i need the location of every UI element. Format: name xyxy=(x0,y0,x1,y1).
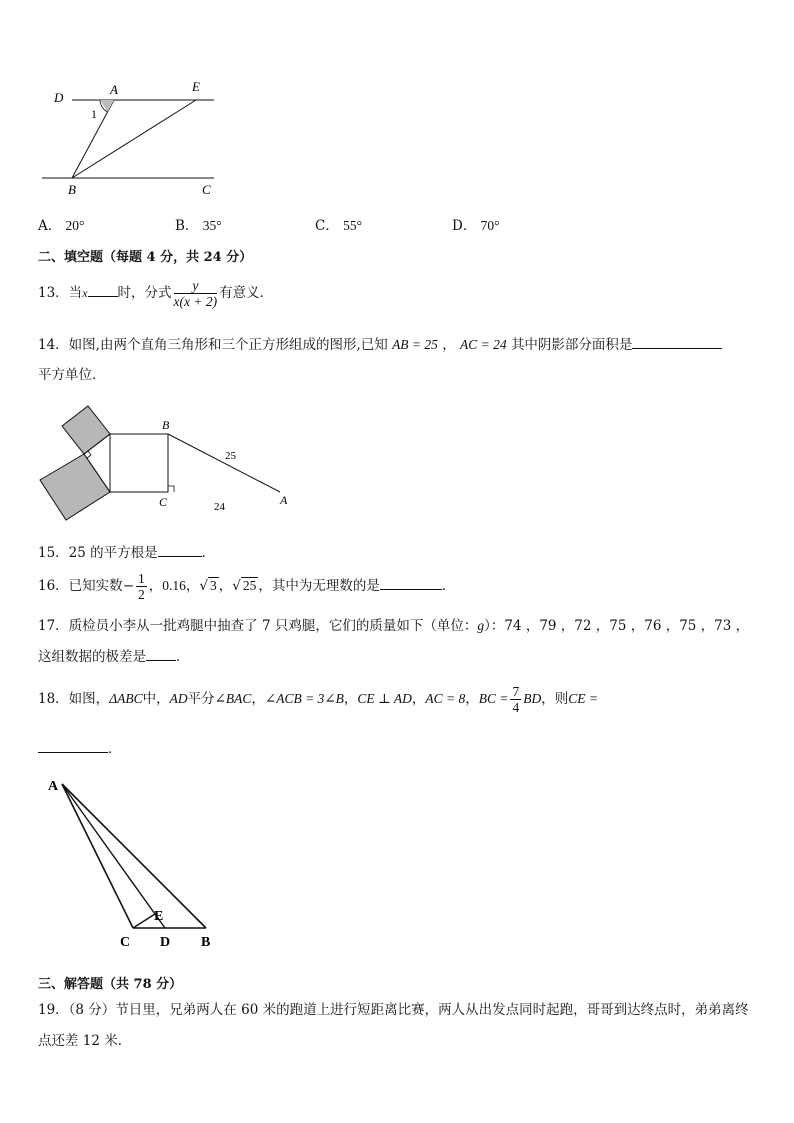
option-c: C． 55° xyxy=(315,218,363,234)
answer-blank-16[interactable] xyxy=(380,576,442,590)
right-angle-mark-c xyxy=(168,486,174,492)
question-18-line1: 18．如图，ΔABC中，AD平分∠BAC，∠ACB = 3∠B，CE ⊥ AD，AC = 8，BC = $\frac{7}{4}$ BD，则CE = xyxy=(38,684,598,715)
label-c-14: C xyxy=(159,495,168,509)
segment-ac xyxy=(62,784,133,928)
question-16: 16．已知实数− $\frac{1}{2}$ ，0.16，√ 3 ，√ 25 ，其中为无理数的是 ． xyxy=(38,571,456,602)
label-e: E xyxy=(192,79,200,94)
shaded-square-large xyxy=(40,454,110,520)
sqrt-25: √ 25 xyxy=(232,578,257,594)
angle-1-marker xyxy=(100,100,114,112)
question-15: 15．25 的平方根是 ． xyxy=(38,545,216,561)
option-a: A． 20° xyxy=(38,218,85,234)
question-19-line2: 点还差 12 米． xyxy=(38,1033,132,1049)
shaded-square-small xyxy=(62,406,110,454)
label-25: 25 xyxy=(225,450,236,462)
fraction-16: $\frac{1}{2}$ xyxy=(138,571,145,602)
answer-blank-18[interactable] xyxy=(38,739,108,753)
sqrt-3: √ 3 xyxy=(199,578,217,594)
label-b-18: B xyxy=(201,935,211,950)
label-a: A xyxy=(110,82,118,97)
label-b: B xyxy=(68,182,76,197)
segment-ad xyxy=(62,784,165,928)
segment-ab-18 xyxy=(62,784,206,928)
label-c-18: C xyxy=(120,935,131,950)
label-24: 24 xyxy=(214,501,225,513)
label-d-18: D xyxy=(160,935,171,950)
section-2-heading: 二、填空题（每题 4 分，共 24 分） xyxy=(38,250,253,265)
label-e-18: E xyxy=(154,909,164,924)
question-13: 13．当x 时，分式 $\frac{y}{x(x + 2)}$ 有意义． xyxy=(38,278,274,309)
segment-ce xyxy=(133,914,155,928)
question-18-line2: ． xyxy=(38,737,122,757)
question-17-line1: 17．质检员小李从一批鸡腿中抽查了 7 只鸡腿，它们的质量如下（单位：g）：74 ，79 ，72 ，75 ，76 ，75 ，73 ， xyxy=(38,618,750,634)
label-a-18: A xyxy=(48,779,59,794)
answer-blank-13[interactable] xyxy=(88,283,118,297)
label-d: D xyxy=(54,90,64,105)
fraction-13: $\frac{y}{x(x + 2)}$ xyxy=(173,278,218,309)
figure-parallel-lines xyxy=(38,78,228,200)
answer-blank-17[interactable] xyxy=(146,647,176,661)
fraction-18: $\frac{7}{4}$ xyxy=(512,684,520,715)
segment-ba xyxy=(168,434,280,492)
answer-blank-14[interactable] xyxy=(632,335,722,349)
question-17-line2: 这组数据的极差是 ． xyxy=(38,649,190,665)
right-angle-mark-small xyxy=(87,451,91,458)
question-14-line2: 平方单位． xyxy=(38,367,106,383)
label-c: C xyxy=(202,182,211,197)
figure-triangle-abc xyxy=(38,770,228,955)
label-b-14: B xyxy=(162,418,170,432)
option-b: B． 35° xyxy=(175,218,222,234)
label-a-14: A xyxy=(280,493,288,507)
square-bc xyxy=(110,434,168,492)
question-19-line1: 19．（8 分）节日里，兄弟两人在 60 米的跑道上进行短距离比赛，两人从出发点同时起跑，哥哥到达终点时，弟弟离终 xyxy=(38,1002,749,1018)
option-d: D． 70° xyxy=(452,218,500,234)
answer-blank-15[interactable] xyxy=(158,543,202,557)
question-14-line1: 14．如图,由两个直角三角形和三个正方形组成的图形,已知 AB = 25 ， AC = 24 其中阴影部分面积是 xyxy=(38,333,722,353)
section-3-heading: 三、解答题（共 78 分） xyxy=(38,977,183,992)
label-1: 1 xyxy=(91,107,97,121)
figure-squares-triangles xyxy=(38,400,298,528)
